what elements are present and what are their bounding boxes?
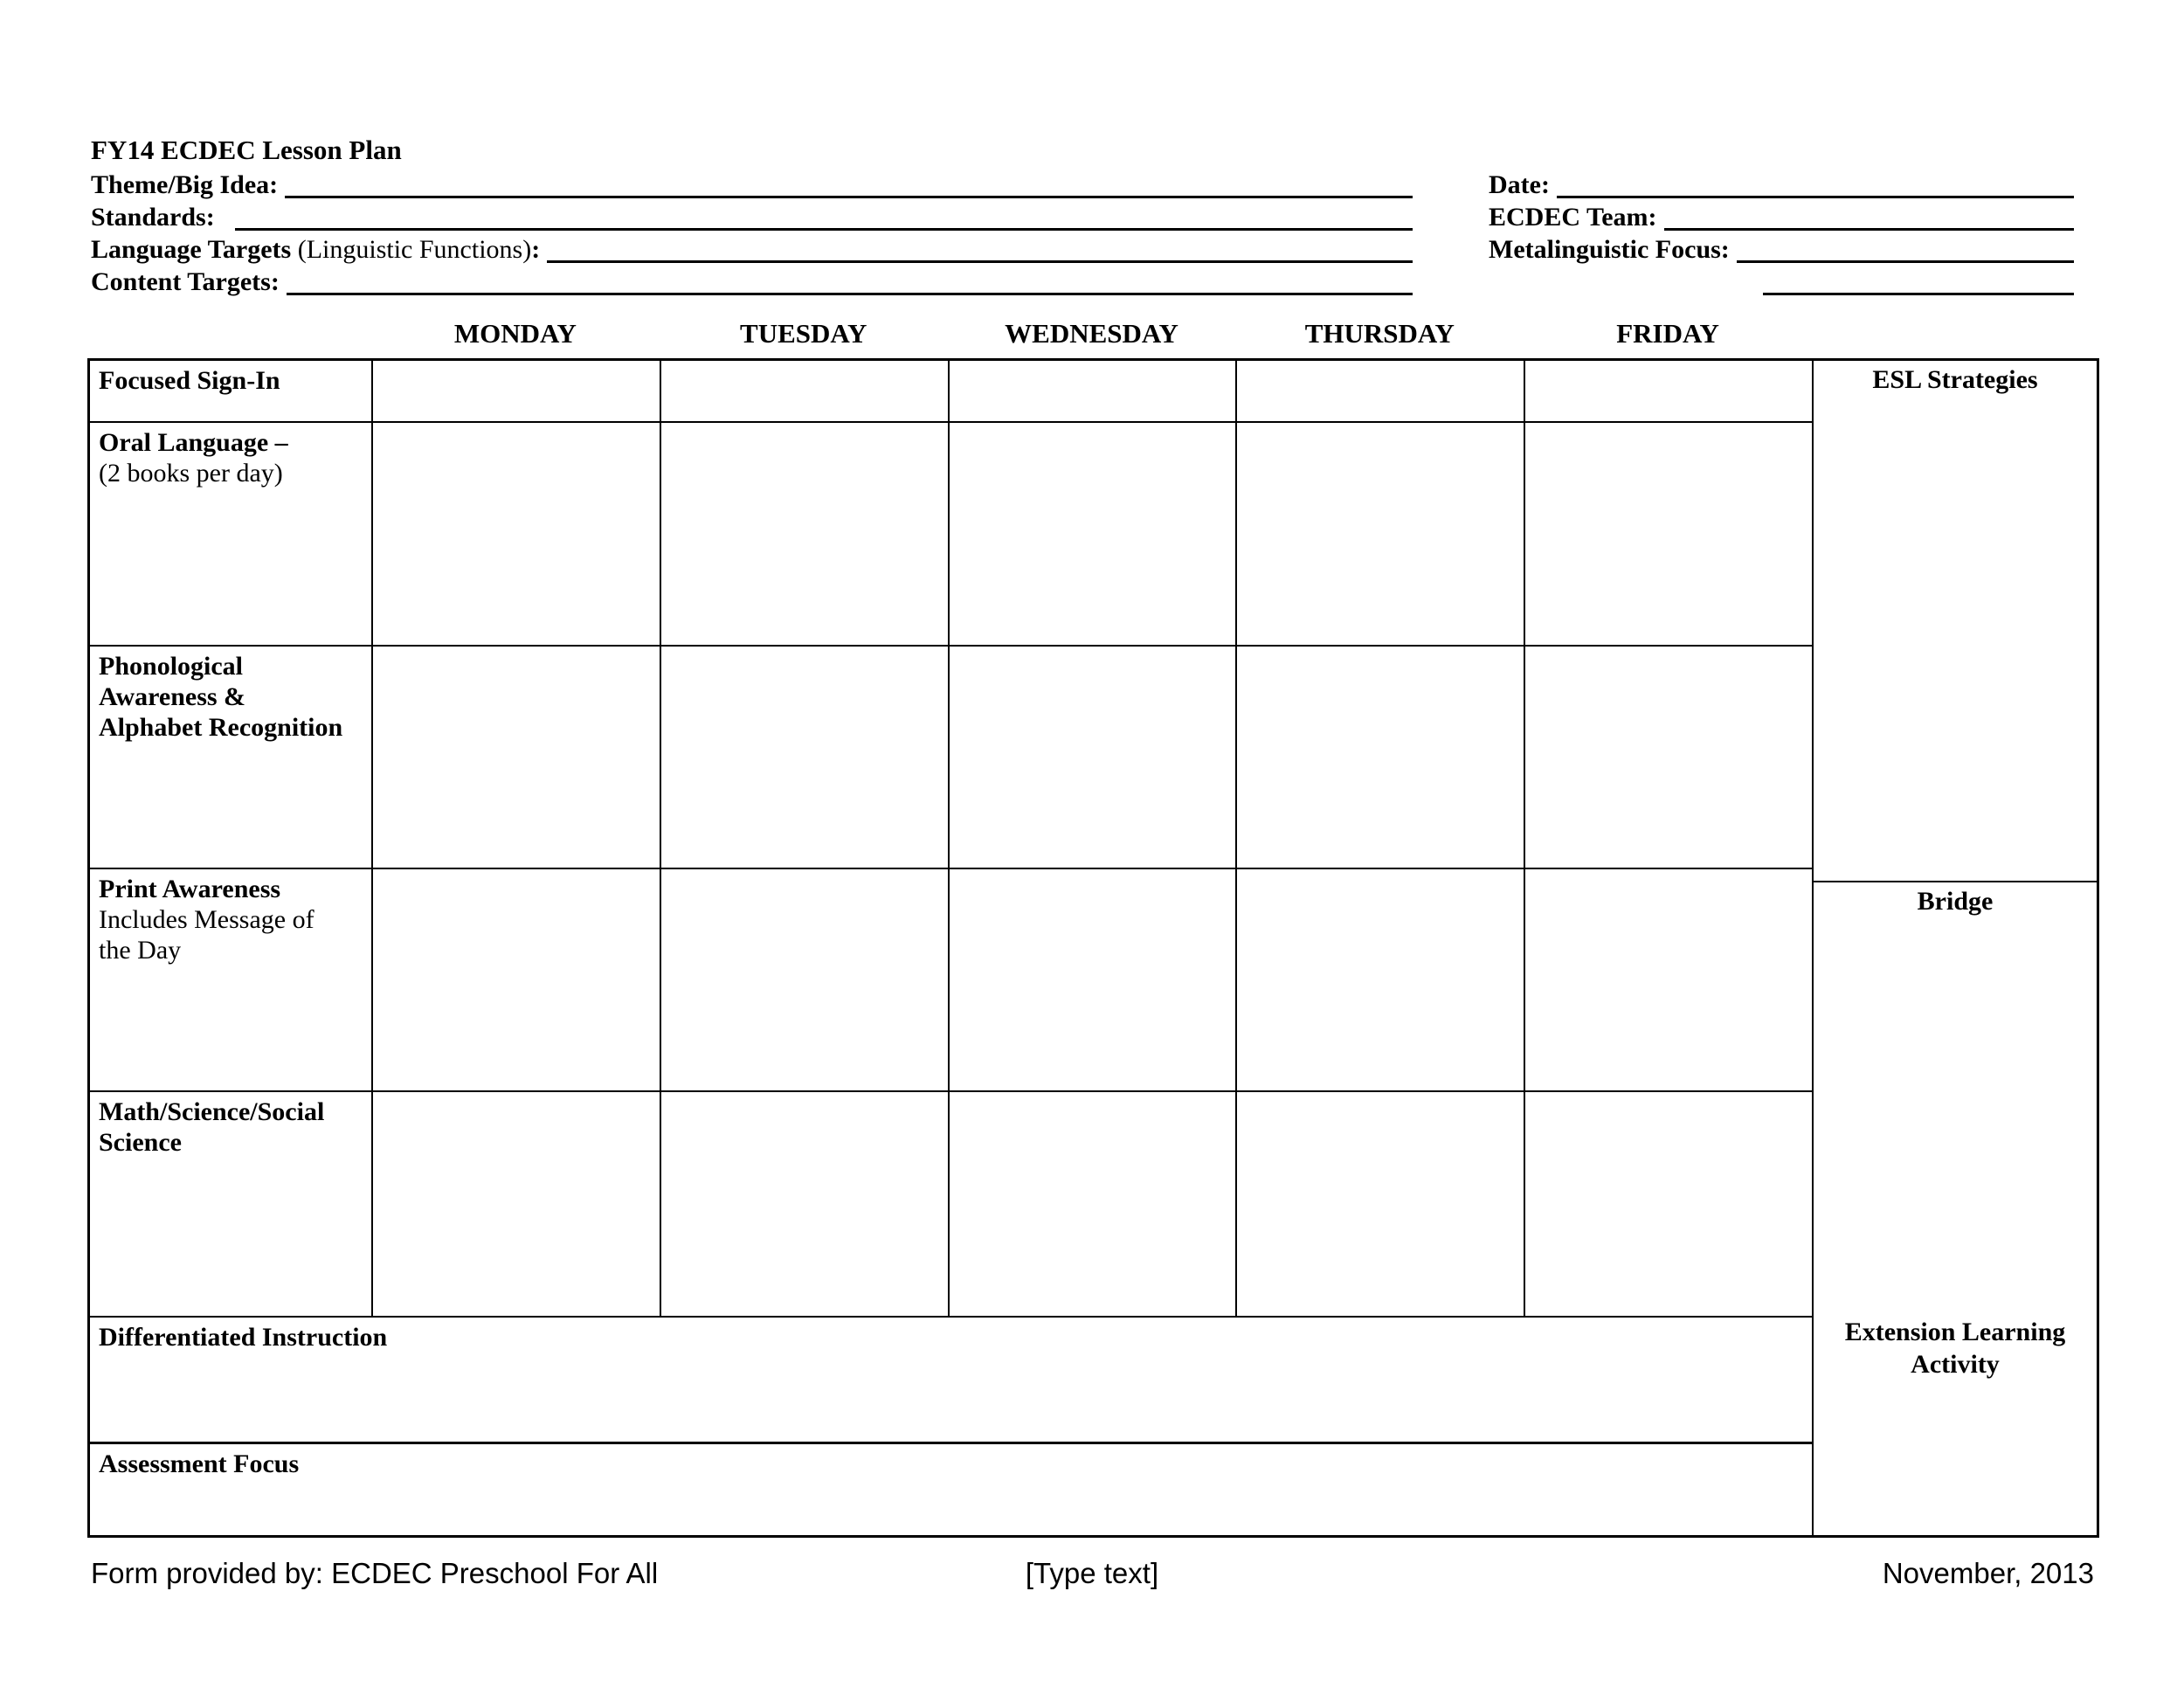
cell-focused-wednesday[interactable]	[948, 361, 1236, 421]
extra-input-line[interactable]	[1763, 293, 2074, 295]
bridge-cell[interactable]	[1814, 882, 2097, 1539]
cell-print-monday[interactable]	[371, 869, 660, 1090]
cell-phono-friday[interactable]	[1524, 647, 1812, 868]
row-label-math-science-social: Math/Science/Social Science	[99, 1097, 325, 1157]
standards-input-line[interactable]	[235, 228, 1413, 231]
cell-math-wednesday[interactable]	[948, 1092, 1236, 1316]
content-targets-label: Content Targets:	[91, 267, 280, 296]
metalinguistic-focus-input-line[interactable]	[1737, 260, 2074, 263]
esl-strategies-label: ESL Strategies	[1872, 365, 2038, 394]
footer-date: November, 2013	[1882, 1557, 2094, 1589]
row-label-focused-sign-in: Focused Sign-In	[99, 366, 280, 395]
differentiated-instruction-label: Differentiated Instruction	[99, 1323, 388, 1352]
cell-math-monday[interactable]	[371, 1092, 660, 1316]
cell-print-friday[interactable]	[1524, 869, 1812, 1090]
day-header-monday: MONDAY	[453, 318, 577, 349]
cell-phono-wednesday[interactable]	[948, 647, 1236, 868]
cell-oral-wednesday[interactable]	[948, 423, 1236, 645]
cell-focused-tuesday[interactable]	[660, 361, 948, 421]
differentiated-instruction-cell[interactable]	[90, 1318, 1812, 1444]
ecdec-team-label: ECDEC Team:	[1489, 203, 1657, 232]
field-row-metalinguistic	[1489, 232, 2074, 265]
cell-math-thursday[interactable]	[1235, 1092, 1524, 1316]
cell-focused-friday[interactable]	[1524, 361, 1812, 421]
cell-focused-thursday[interactable]	[1235, 361, 1524, 421]
side-column	[1812, 361, 2097, 1535]
field-row-content-targets	[91, 265, 1413, 297]
footer-type-text-placeholder[interactable]: [Type text]	[1025, 1557, 1159, 1589]
lesson-plan-table	[87, 358, 2099, 1538]
language-targets-input-line[interactable]	[547, 260, 1413, 263]
row-label-print-awareness: Print Awareness Includes Message of the Day	[99, 875, 314, 965]
cell-phono-thursday[interactable]	[1235, 647, 1524, 868]
cell-oral-thursday[interactable]	[1235, 423, 1524, 645]
field-row-ecdec-team	[1489, 200, 2074, 232]
theme-label: Theme/Big Idea:	[91, 170, 279, 199]
weekly-grid	[90, 361, 1812, 1535]
assessment-focus-cell[interactable]	[90, 1444, 1812, 1535]
esl-strategies-cell[interactable]	[1814, 361, 2097, 882]
cell-print-tuesday[interactable]	[660, 869, 948, 1090]
day-header-wednesday: WEDNESDAY	[1005, 318, 1178, 349]
extension-learning-activity-label: Extension Learning Activity	[1844, 1318, 2066, 1379]
day-header-friday: FRIDAY	[1616, 318, 1719, 349]
cell-math-friday[interactable]	[1524, 1092, 1812, 1316]
day-header-row	[371, 318, 1812, 349]
language-targets-label: Language Targets	[91, 235, 292, 264]
row-phonological-awareness	[90, 647, 1812, 869]
row-print-awareness	[90, 869, 1812, 1092]
field-row-extra-blank	[1489, 265, 2074, 297]
cell-oral-tuesday[interactable]	[660, 423, 948, 645]
header-left-fields	[91, 168, 1413, 297]
header-right-fields	[1489, 168, 2074, 297]
row-label-phonological-awareness: Phonological Awareness & Alphabet Recognition	[99, 652, 343, 742]
bridge-label: Bridge	[1917, 887, 1994, 916]
assessment-focus-label: Assessment Focus	[99, 1449, 300, 1478]
date-input-line[interactable]	[1557, 196, 2074, 198]
theme-input-line[interactable]	[285, 196, 1413, 198]
day-header-thursday: THURSDAY	[1304, 318, 1455, 349]
row-focused-sign-in	[90, 361, 1812, 423]
row-label-oral-language: Oral Language – (2 books per day)	[99, 428, 288, 488]
cell-math-tuesday[interactable]	[660, 1092, 948, 1316]
content-targets-input-line[interactable]	[287, 293, 1413, 295]
cell-focused-monday[interactable]	[371, 361, 660, 421]
metalinguistic-focus-label: Metalinguistic Focus:	[1489, 235, 1730, 264]
cell-phono-tuesday[interactable]	[660, 647, 948, 868]
date-label: Date:	[1489, 170, 1550, 199]
footer-provided-by: Form provided by: ECDEC Preschool For All	[91, 1557, 659, 1589]
standards-label: Standards:	[91, 203, 215, 232]
page-title: FY14 ECDEC Lesson Plan	[91, 135, 402, 165]
field-row-standards	[91, 200, 1413, 232]
cell-oral-monday[interactable]	[371, 423, 660, 645]
row-oral-language	[90, 423, 1812, 647]
cell-oral-friday[interactable]	[1524, 423, 1812, 645]
cell-print-thursday[interactable]	[1235, 869, 1524, 1090]
row-math-science-social	[90, 1092, 1812, 1318]
cell-phono-monday[interactable]	[371, 647, 660, 868]
field-row-theme	[91, 168, 1413, 200]
day-header-tuesday: TUESDAY	[740, 318, 867, 349]
ecdec-team-input-line[interactable]	[1664, 228, 2074, 231]
cell-print-wednesday[interactable]	[948, 869, 1236, 1090]
field-row-language-targets: Language Targets (Linguistic Functions) :	[91, 232, 1413, 265]
field-row-date	[1489, 168, 2074, 200]
